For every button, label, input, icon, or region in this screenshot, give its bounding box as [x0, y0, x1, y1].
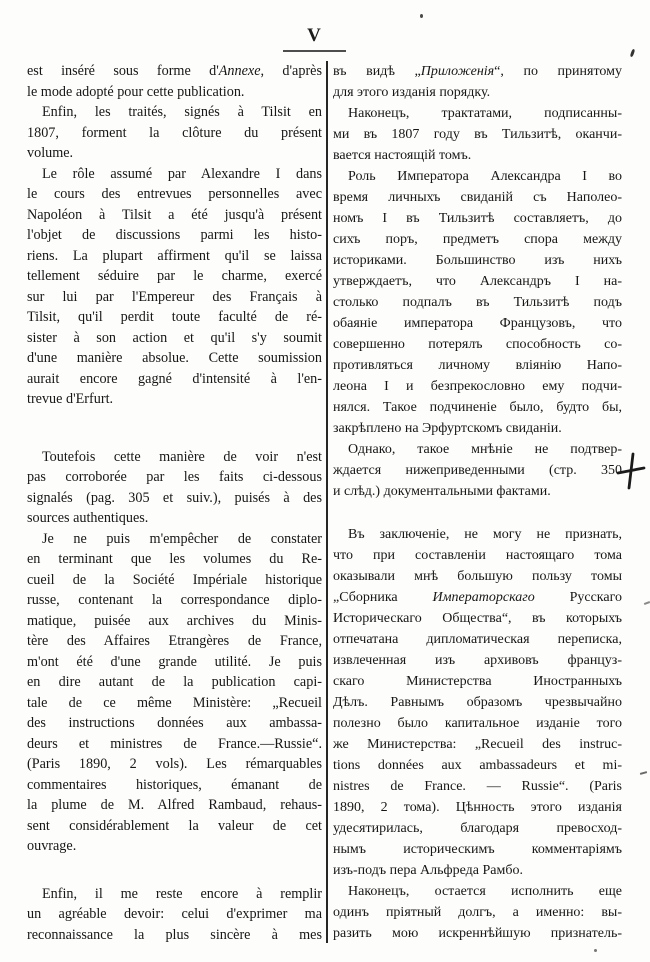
text-line: леона I и безпрекословно ему подчи-: [333, 379, 622, 394]
text-line: m'ont été d'une grande utilité. Je puis: [27, 653, 322, 670]
text-line: sources authentiques.: [27, 510, 149, 526]
french-text-column: [27, 61, 322, 945]
text-line: столько подпалъ въ Тильзитѣ подъ: [333, 295, 622, 310]
text-line: изъ-подъ пера Альфреда Рамбо.: [333, 863, 523, 878]
text-line: обаяніе императора Французовъ, что: [333, 316, 622, 331]
text-line: sur lui par l'Empereur des Français à: [27, 288, 322, 305]
text-line: des instructions données aux ambassa-: [27, 715, 322, 731]
handwritten-cross-mark-icon: [616, 452, 646, 490]
ink-speck: [420, 14, 423, 18]
text-line: номъ I въ Тильзитѣ составляетъ, до: [333, 211, 622, 226]
text-line: en dire autant de la publication capi-: [27, 674, 322, 690]
text-line: утверждаетъ, что Александръ I на-: [333, 274, 622, 289]
text-line: же Министерства: „Recueil des instruc-: [333, 737, 622, 752]
text-line: le cours des entrevues personnelles avec: [27, 186, 322, 202]
text-line: нялся. Такое подчиненіе было, будто бы,: [333, 400, 622, 415]
text-line: Enfin, les traités, signés à Tilsit en: [42, 104, 322, 120]
text-line: tions données aux ambassadeurs et mi-: [333, 758, 622, 773]
text-line: russe, contenant la correspondance diplo-: [27, 592, 322, 608]
paragraph-gap: [27, 410, 322, 447]
paragraph-gap: [27, 857, 322, 884]
text-line: tère des Affaires Etrangères de France,: [27, 633, 322, 649]
text-line: одинъ пріятный долгъ, а именно: вы-: [333, 905, 622, 920]
text-line: pas corroborée par les faits ci-dessous: [27, 469, 322, 485]
text-line: aurait encore gagné d'intensité à l'en-: [27, 370, 322, 387]
text-line: и слѣд.) документальными фактами.: [333, 484, 551, 499]
text-line: для этого изданія порядку.: [333, 85, 491, 100]
text-line: нымъ историческимъ комментаріямъ: [333, 842, 622, 857]
text-line: Наконецъ, остается исполнить еще: [348, 884, 622, 899]
text-line: matique, puisée aux archives du Minis-: [27, 612, 322, 629]
text-line: оказывали мнѣ большую пользу томы: [333, 569, 622, 584]
text-line: Le rôle assumé par Alexandre I dans: [42, 165, 322, 182]
text-line: Toutefois cette manière de voir n'est: [42, 448, 322, 465]
text-line: trevue d'Erfurt.: [27, 391, 114, 407]
text-line: закрѣплено на Эрфуртскомъ свиданіи.: [333, 421, 562, 436]
text-line: Наконецъ, трактатами, подписанны-: [348, 106, 622, 121]
text-line: Дѣлъ. Равнымъ образомъ чрезвычайно: [333, 695, 622, 710]
text-line: l'objet de discussions parmi les histo-: [27, 227, 322, 243]
text-line: 1890, 2 тома). Цѣнность этого изданія: [333, 800, 622, 815]
text-line: Napoléon à Tilsit a été jusqu'à présent: [27, 206, 322, 223]
text-line: ми въ 1807 году въ Тильзитѣ, оканчи-: [333, 127, 622, 142]
text-line: Роль Императора Александра I во: [348, 169, 622, 184]
text-line: историками. Большинство изъ нихъ: [333, 253, 622, 268]
text-line: tale de ce même Ministère: „Recueil: [27, 694, 322, 711]
text-line: Однако, такое мнѣніе не подтвер-: [348, 442, 622, 457]
text-line: en terminant que les volumes du Re-: [27, 551, 322, 567]
text-line: nistres de France. — Russie“. (Paris: [333, 779, 622, 794]
text-line: Tilsit, qu'il perdit toute faculté de ré-: [27, 309, 322, 325]
text-line: ждается нижеприведенными (стр. 350: [333, 463, 622, 478]
text-line: извлеченная изъ архивовъ француз-: [333, 653, 622, 668]
text-line: разить мою искреннѣйшую признатель-: [333, 926, 622, 941]
text-line: совершенно потерялъ способность со-: [333, 337, 622, 352]
text-line: скаго Министерства Иностранныхъ: [333, 674, 622, 689]
text-line: 1807, forment la clôture du présent: [27, 124, 322, 141]
page-number: V: [307, 25, 322, 46]
text-line: deurs et ministres de France.—Russie“.: [27, 735, 322, 752]
text-line: что при составленіи настоящаго тома: [333, 548, 622, 563]
ink-speck: [594, 949, 597, 952]
text-line: un agréable devoir: celui d'exprimer ma: [27, 906, 322, 922]
text-line: d'une manière absolue. Cette soumission: [27, 350, 322, 366]
text-line: „Сборника Императорскаго Русскаго: [333, 590, 622, 605]
russian-text-column: [333, 61, 622, 944]
column-divider-rule: [326, 61, 328, 943]
ink-speck: [630, 49, 636, 58]
text-line: время личныхъ свиданій съ Наполео-: [333, 190, 622, 205]
text-line: cueil de la Société Impériale historique: [27, 571, 322, 588]
paragraph-gap: [333, 502, 622, 524]
text-line: въ видѣ „Приложенія“, по принятому: [333, 64, 622, 79]
text-line: противляться личному вліянію Напо-: [333, 358, 622, 373]
text-line: le mode adopté pour cette publication.: [27, 83, 245, 100]
text-line: est inséré sous forme d'Annexe, d'après: [27, 63, 322, 79]
text-line: commentaires historiques, émanant de: [27, 776, 322, 793]
text-line: volume.: [27, 145, 74, 161]
text-line: (Paris 1890, 2 vols). Les rémarquables: [27, 756, 322, 772]
text-line: Въ заключеніе, не могу не признать,: [348, 527, 622, 542]
text-line: riens. La plupart affirment qu'il se laissa: [27, 247, 322, 264]
text-line: удесятирилась, благодаря превосход-: [333, 821, 622, 836]
page-number-rule: [283, 50, 346, 52]
text-line: signalés (pag. 305 et suiv.), puisés à des: [27, 489, 322, 506]
text-line: tellement séduire par le charme, exercé: [27, 268, 322, 284]
text-line: Je ne puis m'empêcher de constater: [42, 530, 322, 547]
text-line: Enfin, il me reste encore à remplir: [42, 885, 322, 902]
text-line: Историческаго Общества“, въ которыхъ: [333, 611, 622, 626]
text-line: reconnaissance la plus sincère à mes: [27, 926, 322, 943]
text-line: la plume de M. Alfred Rambaud, rehaus-: [27, 797, 322, 813]
text-line: отпечатана дипломатическая переписка,: [333, 632, 622, 647]
ink-speck: [640, 771, 647, 775]
text-line: ouvrage.: [27, 838, 77, 854]
ink-speck: [644, 601, 650, 605]
text-line: полезно было капитальное изданіе того: [333, 716, 622, 731]
text-line: sent considérablement la valeur de cet: [27, 817, 322, 834]
text-line: вается настоящій томъ.: [333, 148, 472, 163]
text-line: сихъ поръ, предметъ спора между: [333, 232, 622, 247]
text-line: sister à son action et qu'il s'y soumit: [27, 329, 322, 346]
